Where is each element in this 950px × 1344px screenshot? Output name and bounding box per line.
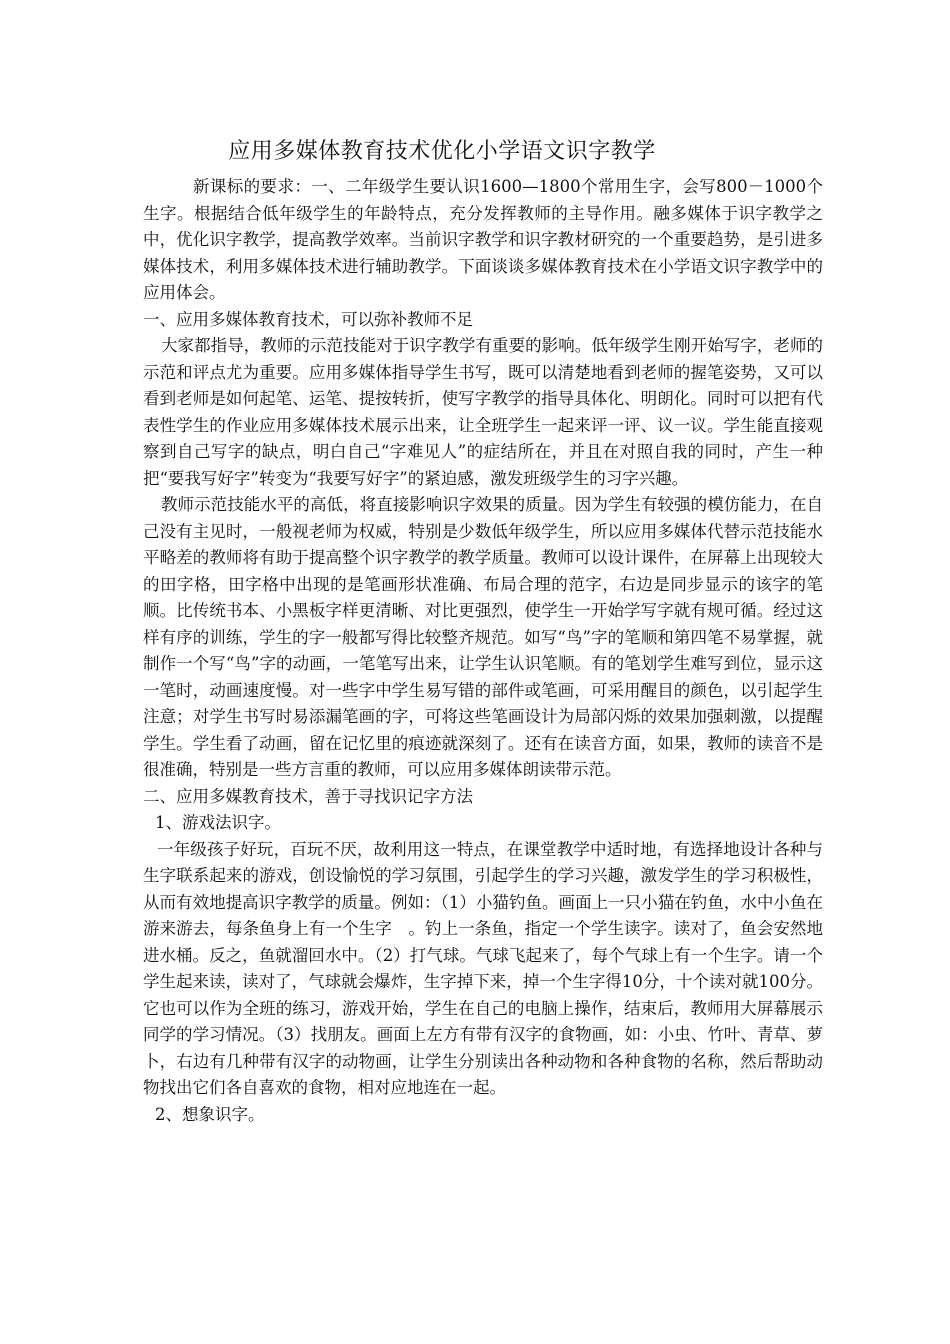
paragraph-demo-skill: 教师示范技能水平的高低，将直接影响识字效果的质量。因为学生有较强的模仿能力，在自己没有主见时，一般视老师为权威，特别是少数低年级学生，所以应用多媒体代替示范技能水平略差的教师将有助于提高整个识字教学的教学质量。教师可以设计课件，在屏幕上出现较大的田字格，田字格中出现的是笔画形状准确、布局合理的范字，右边是同步显示的该字的笔顺。比传统书本、小黑板字样更清晰、对比更强烈，使学生一开始学写字就有规可循。经过这样有序的训练，学生的字一般都写得比较整齐规范。如写“鸟”字的笔顺和第四笔不易掌握，就制作一个写“鸟”字的动画，一笔笔写出来，让学生认识笔顺。有的笔划学生难写到位，显示这一笔时，动画速度慢。对一些字中学生易写错的部件或笔画，可采用醒目的颜色，以引起学生注意；对学生书写时易添漏笔画的字，可将这些笔画设计为局部闪烁的效果加强刺激，以提醒学生。学生看了动画，留在记忆里的痕迹就深刻了。还有在读音方面，如果，教师的读音不是很准确，特别是一些方言重的教师，可以应用多媒体朗读带示范。 — [143, 495, 823, 779]
document-title: 应用多媒体教育技术优化小学语文识字教学 — [228, 139, 656, 164]
section-heading-2: 二、应用多媒教育技术，善于寻找识记字方法 — [143, 786, 473, 806]
subheading-game-method: 1、游戏法识字。 — [155, 813, 281, 832]
paragraph-game-method: 一年级孩子好玩，百玩不厌，故利用这一特点，在课堂教学中适时地，有选择地设计各种与生字联系起来的游戏，创设愉悦的学习氛围，引起学生的学习兴趣，激发学生的学习积极性，从而有效地提高识字教学的质量。例如：（1）小猫钓鱼。画面上一只小猫在钓鱼，水中小鱼在游来游去，每条鱼身上有一个生字 。钓上一条鱼，指定一个学生读字。读对了，鱼会安然地进水桶。反之，鱼就溜回水中。（2）打气球。气球飞起来了，每个气球上有一个生字。请一个学生起来读，读对了，气球就会爆炸，生字掉下来，掉一个生字得10分，十个读对就100分。它也可以作为全班的练习，游戏开始，学生在自己的电脑上操作，结束后，教师用大屏幕展示同学的学习情况。（3）找朋友。画面上左方有带有汉字的食物画，如：小虫、竹叶、青草、萝卜，右边有几种带有汉字的动物画，让学生分别读出各种动物和各种食物的名称，然后帮助动物找出它们各自喜欢的食物，相对应地连在一起。 — [143, 839, 823, 1097]
document-body — [143, 174, 823, 1128]
subheading-imagination-method: 2、想象识字。 — [155, 1104, 265, 1124]
section-heading-1: 一、应用多媒体教育技术，可以弥补教师不足 — [143, 309, 473, 329]
paragraph-teacher-demo: 大家都指导，教师的示范技能对于识字教学有重要的影响。低年级学生刚开始写字，老师的示范和评点尤为重要。应用多媒体指导学生书写，既可以清楚地看到老师的握笔姿势，又可以看到老师是如何起笔、运笔、提按转折，使写字教学的指导具体化、明朗化。同时可以把有代表性学生的作业应用多媒体技术展示出来，让全班学生一起来评一评、议一议。学生能直接观察到自己写字的缺点，明白自己“字难见人”的症结所在，并且在对照自我的同时，产生一种把“要我写好字”转变为“我要写好字”的紧迫感，激发班级学生的习字兴趣。 — [143, 336, 823, 488]
paragraph-intro: 新课标的要求：一、二年级学生要认识1600—1800个常用生字，会写800－1000个生字。根据结合低年级学生的年龄特点，充分发挥教师的主导作用。融多媒体于识字教学之中，优化识字教学，提高教学效率。当前识字教学和识字教材研究的一个重要趋势，是引进多媒体技术，利用多媒体技术进行辅助教学。下面谈谈多媒体教育技术在小学语文识字教学中的应用体会。 — [143, 177, 823, 302]
